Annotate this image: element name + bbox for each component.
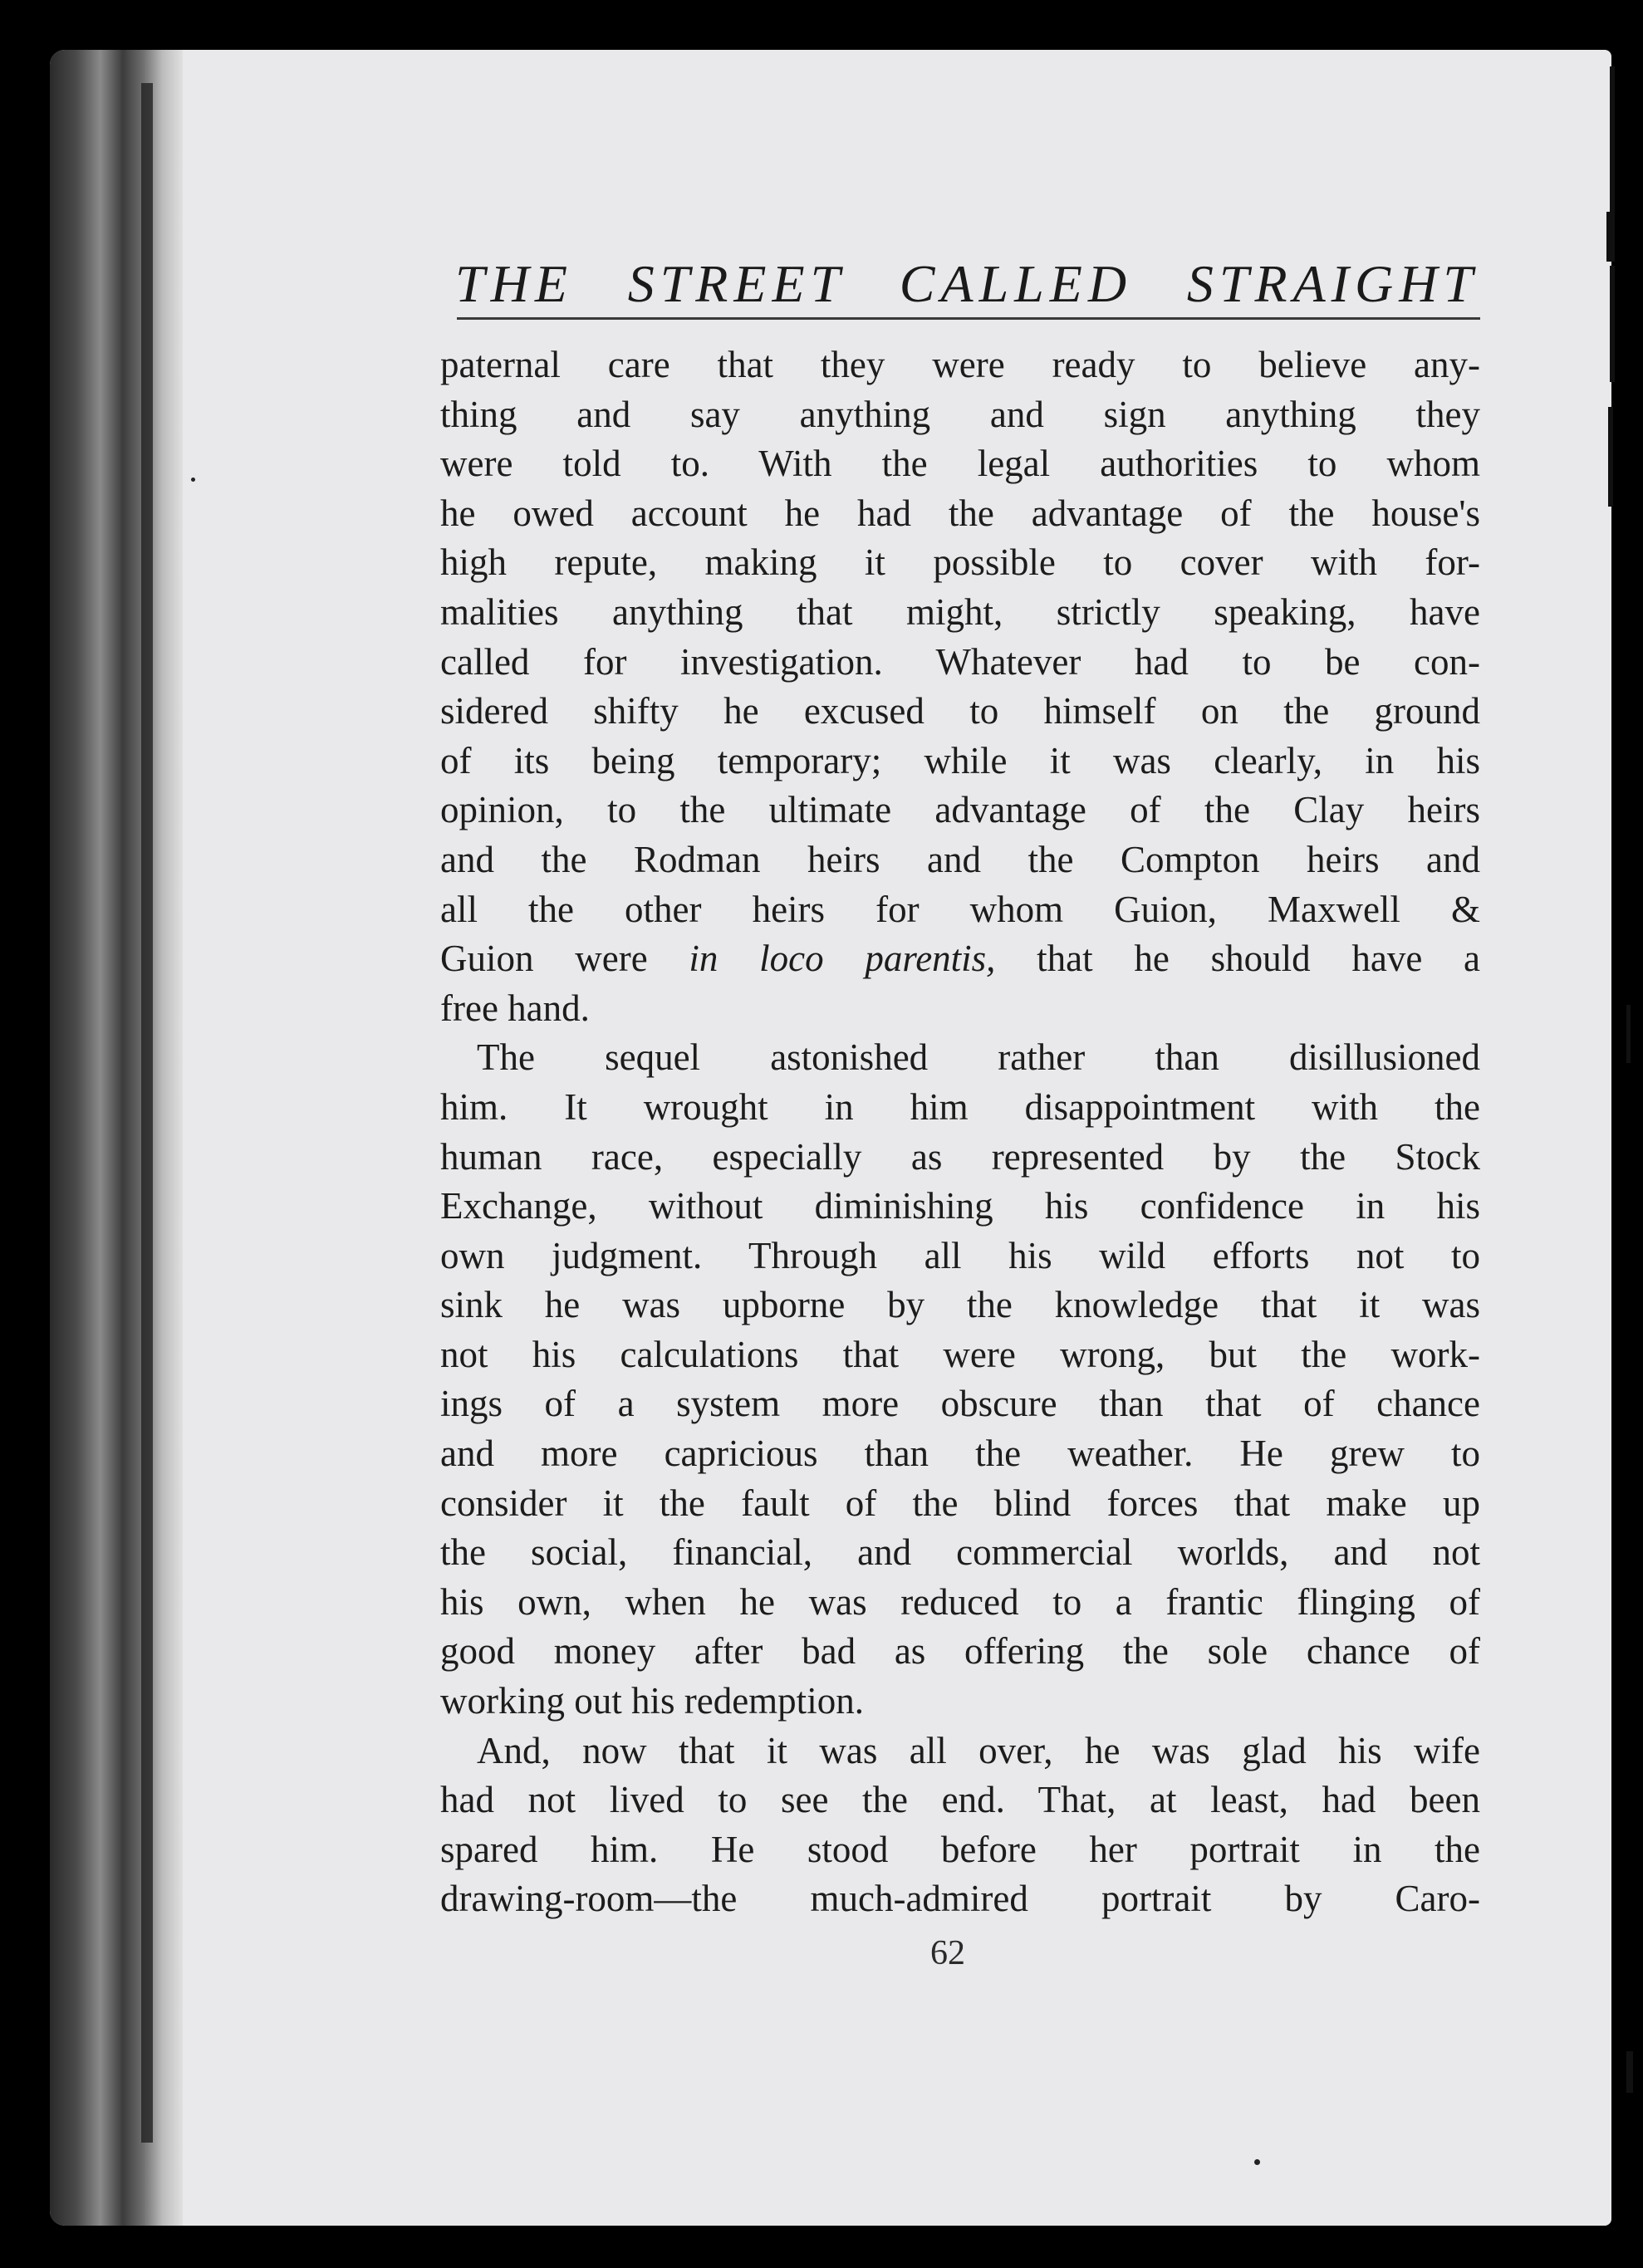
text-line: working out his redemption.	[440, 1680, 864, 1722]
text-line: him. It wrought in him disappointment with the	[440, 1085, 1480, 1128]
paragraph	[440, 1033, 1480, 1726]
text-line: own judgment. Through all his wild efforts not to	[440, 1234, 1480, 1276]
binding-gutter	[50, 50, 183, 2226]
scan-edge-mark	[1608, 407, 1613, 507]
scan-edge-mark	[1606, 212, 1615, 262]
running-head-rule	[457, 317, 1480, 320]
text-line: not his calculations that were wrong, but the work-	[440, 1333, 1480, 1375]
paragraph	[440, 340, 1480, 1033]
text-line: Guion were in loco parentis, that he should have a	[440, 938, 1480, 980]
text-line: And, now that it was all over, he was glad his wife	[477, 1729, 1480, 1771]
text-line: and more capricious than the weather. He grew to	[440, 1433, 1480, 1475]
text-line: Exchange, without diminishing his confidence in his	[440, 1185, 1480, 1227]
text-line: opinion, to the ultimate advantage of the Clay heirs	[440, 789, 1480, 831]
text-line: malities anything that might, strictly speaking, have	[440, 590, 1480, 633]
text-line: had not lived to see the end. That, at least, had been	[440, 1779, 1480, 1821]
scan-edge-mark	[1626, 2051, 1633, 2093]
text-line: were told to. With the legal authorities to whom	[440, 443, 1480, 485]
text-line: paternal care that they were ready to believe any-	[440, 344, 1480, 385]
text-line: the social, financial, and commercial worlds, and not	[440, 1531, 1480, 1574]
text-line: ings of a system more obscure than that of chance	[440, 1383, 1480, 1425]
text-line: free hand.	[440, 987, 590, 1029]
text-line: his own, when he was reduced to a frantic flinging of	[440, 1580, 1480, 1623]
text-line: of its being temporary; while it was clearly, in his	[440, 739, 1480, 781]
scan-edge-mark	[1610, 66, 1615, 216]
text-line: drawing-room—the much-admired portrait by Caro-	[440, 1878, 1480, 1920]
paragraph	[440, 1727, 1480, 1924]
text-line: sidered shifty he excused to himself on the ground	[440, 690, 1480, 732]
text-line: thing and say anything and sign anything they	[440, 393, 1480, 435]
text-line: sink he was upborne by the knowledge that it was	[440, 1284, 1480, 1326]
scan-speck	[1254, 2159, 1260, 2165]
text-line: high repute, making it possible to cover with for-	[440, 541, 1480, 584]
text-line: good money after bad as offering the sole chance of	[440, 1630, 1480, 1673]
text-line: consider it the fault of the blind forces that make up	[440, 1482, 1480, 1524]
scan-speck	[191, 478, 195, 482]
running-head: THE STREET CALLED STRAIGHT	[455, 254, 1479, 313]
scan-edge-mark	[1610, 266, 1615, 382]
text-line: and the Rodman heirs and the Compton heirs and	[440, 838, 1480, 880]
text-line: he owed account he had the advantage of the house's	[440, 492, 1480, 534]
text-line: spared him. He stood before her portrait in the	[440, 1828, 1480, 1870]
text-line: The sequel astonished rather than disillusioned	[477, 1036, 1480, 1079]
scan-edge-mark	[1626, 1005, 1631, 1063]
page-number: 62	[930, 1934, 965, 1972]
gutter-shadow	[141, 83, 153, 2143]
text-line: all the other heirs for whom Guion, Maxwell &	[440, 888, 1480, 930]
text-line: called for investigation. Whatever had to be con-	[440, 640, 1480, 683]
body-text	[440, 340, 1480, 1924]
book-page	[50, 50, 1611, 2226]
text-line: human race, especially as represented by the Stock	[440, 1135, 1480, 1178]
